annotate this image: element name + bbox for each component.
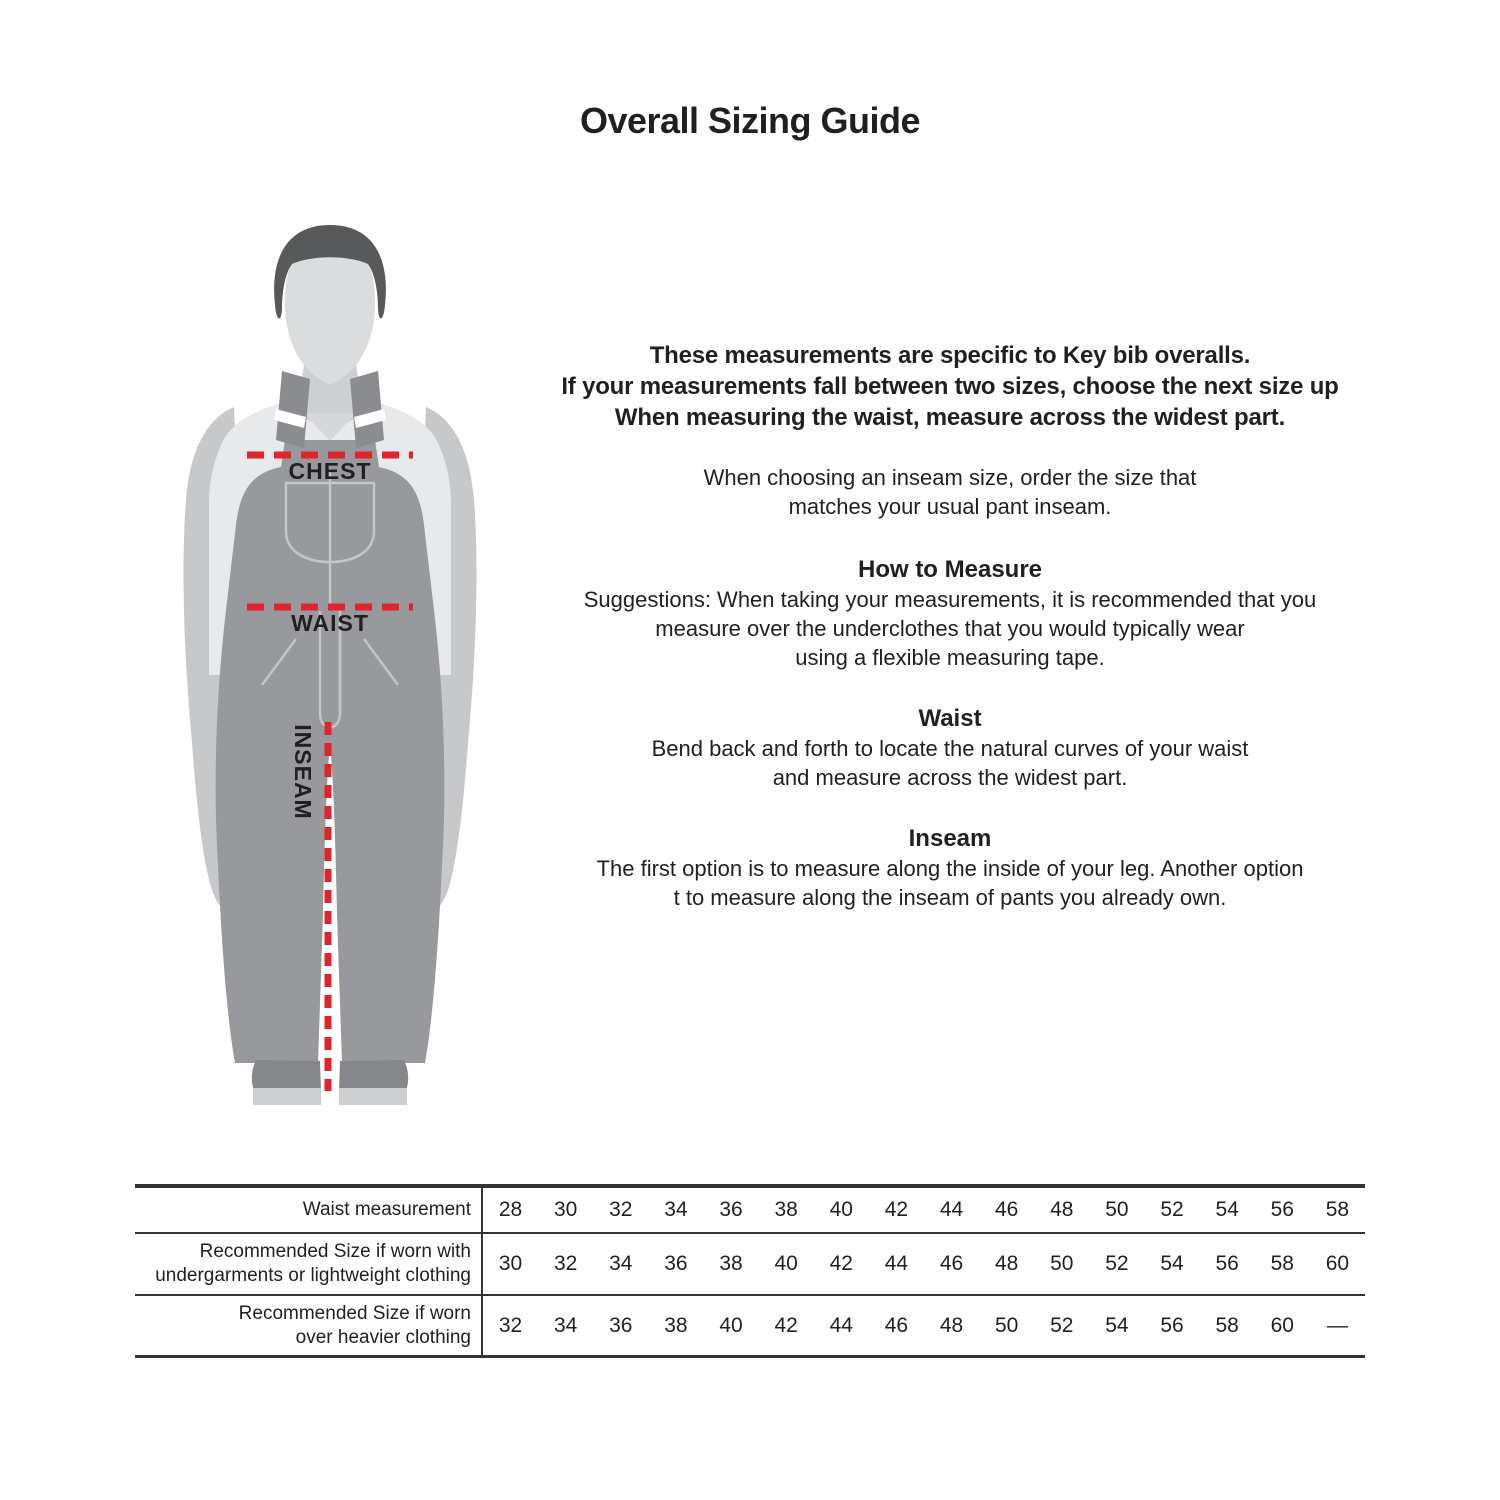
row-label xyxy=(135,1234,483,1294)
table-cell-value: 40 xyxy=(829,1198,853,1221)
table-cell-value: 36 xyxy=(609,1313,633,1337)
section-body-line: Suggestions: When taking your measurements, it is recommended that you xyxy=(583,587,1317,612)
overalls-mannequin xyxy=(170,215,510,1125)
table-cell-value: 60 xyxy=(1270,1313,1294,1337)
section-body-line: using a flexible measuring tape. xyxy=(795,645,1105,670)
table-cell-value: — xyxy=(1326,1313,1348,1337)
table-cell-value: 52 xyxy=(1050,1313,1074,1337)
table-cell-value: 36 xyxy=(719,1198,743,1221)
left-strap xyxy=(276,371,310,448)
table-cell-value: 28 xyxy=(498,1198,523,1221)
table-row xyxy=(135,1296,1365,1355)
table-values-row xyxy=(483,1296,1365,1355)
section-body-line: Bend back and forth to locate the natural curves of your waist xyxy=(651,736,1249,761)
table-cell-value: 50 xyxy=(1105,1198,1129,1221)
figure-illustration xyxy=(170,215,510,1125)
table-cell-value: 42 xyxy=(774,1313,798,1337)
section-waist xyxy=(535,704,1365,792)
row-label xyxy=(135,1296,483,1355)
intro-line: When measuring the waist, measure across the widest part. xyxy=(614,404,1286,431)
waist-label: WAIST xyxy=(291,610,369,636)
table-row xyxy=(135,1234,1365,1296)
table-cell-value: 42 xyxy=(884,1198,909,1221)
table-cell-value: 58 xyxy=(1270,1252,1294,1275)
table-cell-value: 50 xyxy=(995,1313,1019,1337)
table-cell-value: 38 xyxy=(774,1198,798,1221)
table-cell-value: 52 xyxy=(1160,1198,1184,1221)
table-cell-value: 46 xyxy=(939,1252,964,1275)
section-heading: Inseam xyxy=(908,825,992,852)
table-row xyxy=(135,1188,1365,1234)
section-body-line: The first option is to measure along the inside of your leg. Another option xyxy=(596,856,1304,881)
table-values-row xyxy=(483,1188,1365,1232)
section-heading: Waist xyxy=(918,705,982,732)
note-line: When choosing an inseam size, order the size that xyxy=(703,465,1197,490)
table-cell-value: 36 xyxy=(664,1252,688,1275)
table-cell-value: 30 xyxy=(554,1198,578,1221)
table-cell-value: 44 xyxy=(829,1313,853,1337)
row-label-line: Recommended Size if worn xyxy=(238,1302,471,1324)
table-values-row xyxy=(483,1234,1365,1294)
sizing-table xyxy=(135,1184,1365,1358)
row-label-line: undergarments or lightweight clothing xyxy=(155,1265,471,1286)
section-inseam xyxy=(535,824,1365,912)
table-cell-value: 56 xyxy=(1160,1313,1184,1337)
table-cell-value: 44 xyxy=(884,1252,909,1275)
table-cell-value: 60 xyxy=(1325,1252,1350,1275)
table-cell-value: 46 xyxy=(884,1313,909,1337)
table-cell-value: 54 xyxy=(1160,1252,1184,1275)
table-cell-value: 48 xyxy=(995,1252,1019,1275)
table-cell-value: 56 xyxy=(1215,1252,1239,1275)
row-label xyxy=(135,1188,483,1232)
intro-line: These measurements are specific to Key bib overalls. xyxy=(649,342,1251,369)
table-cell-value: 50 xyxy=(1050,1252,1074,1275)
row-label-line: over heavier clothing xyxy=(295,1326,471,1348)
table-cell-value: 32 xyxy=(554,1252,578,1275)
table-cell-value: 54 xyxy=(1105,1313,1129,1337)
copy-column xyxy=(535,340,1365,912)
table-cell-value: 58 xyxy=(1325,1198,1350,1221)
table-cell-value: 58 xyxy=(1215,1313,1239,1337)
left-shoe-sole xyxy=(253,1088,321,1105)
table-cell-value: 40 xyxy=(774,1252,798,1275)
table-cell-value: 40 xyxy=(719,1313,743,1337)
table-cell-value: 44 xyxy=(939,1198,964,1221)
inseam-label: INSEAM xyxy=(290,724,316,820)
table-cell-value: 30 xyxy=(498,1252,523,1275)
table-cell-value: 52 xyxy=(1105,1252,1129,1275)
row-label-line: Waist measurement xyxy=(302,1199,471,1220)
section-body-line: and measure across the widest part. xyxy=(772,765,1128,790)
right-shoe-sole xyxy=(339,1088,407,1105)
intro-paragraph xyxy=(535,340,1365,433)
table-cell-value: 34 xyxy=(664,1198,688,1221)
table-cell-value: 32 xyxy=(498,1313,523,1337)
table-cell-value: 48 xyxy=(939,1313,964,1337)
section-how-to-measure xyxy=(535,555,1365,672)
table-cell-value: 46 xyxy=(995,1198,1019,1221)
section-heading: How to Measure xyxy=(857,556,1043,583)
table-cell-value: 34 xyxy=(554,1313,578,1337)
section-body-line: measure over the underclothes that you would typically wear xyxy=(655,616,1245,641)
right-shoe xyxy=(339,1060,408,1091)
table-cell-value: 32 xyxy=(609,1198,633,1221)
page-title: Overall Sizing Guide xyxy=(579,100,921,141)
table-cell-value: 42 xyxy=(829,1252,853,1275)
table-cell-value: 34 xyxy=(609,1252,633,1275)
row-label-line: Recommended Size if worn with xyxy=(199,1241,471,1262)
section-body-line: t to measure along the inseam of pants you already own. xyxy=(673,885,1227,910)
table-cell-value: 56 xyxy=(1270,1198,1294,1221)
note-line: matches your usual pant inseam. xyxy=(788,494,1112,519)
left-shoe xyxy=(252,1060,321,1091)
chest-label: CHEST xyxy=(288,458,372,484)
right-strap xyxy=(350,371,384,448)
table-cell-value: 38 xyxy=(664,1313,688,1337)
table-cell-value: 48 xyxy=(1050,1198,1074,1221)
table-cell-value: 38 xyxy=(719,1252,743,1275)
table-cell-value: 54 xyxy=(1215,1198,1239,1221)
inseam-note xyxy=(535,463,1365,521)
intro-line: If your measurements fall between two sizes, choose the next size up xyxy=(561,373,1339,400)
